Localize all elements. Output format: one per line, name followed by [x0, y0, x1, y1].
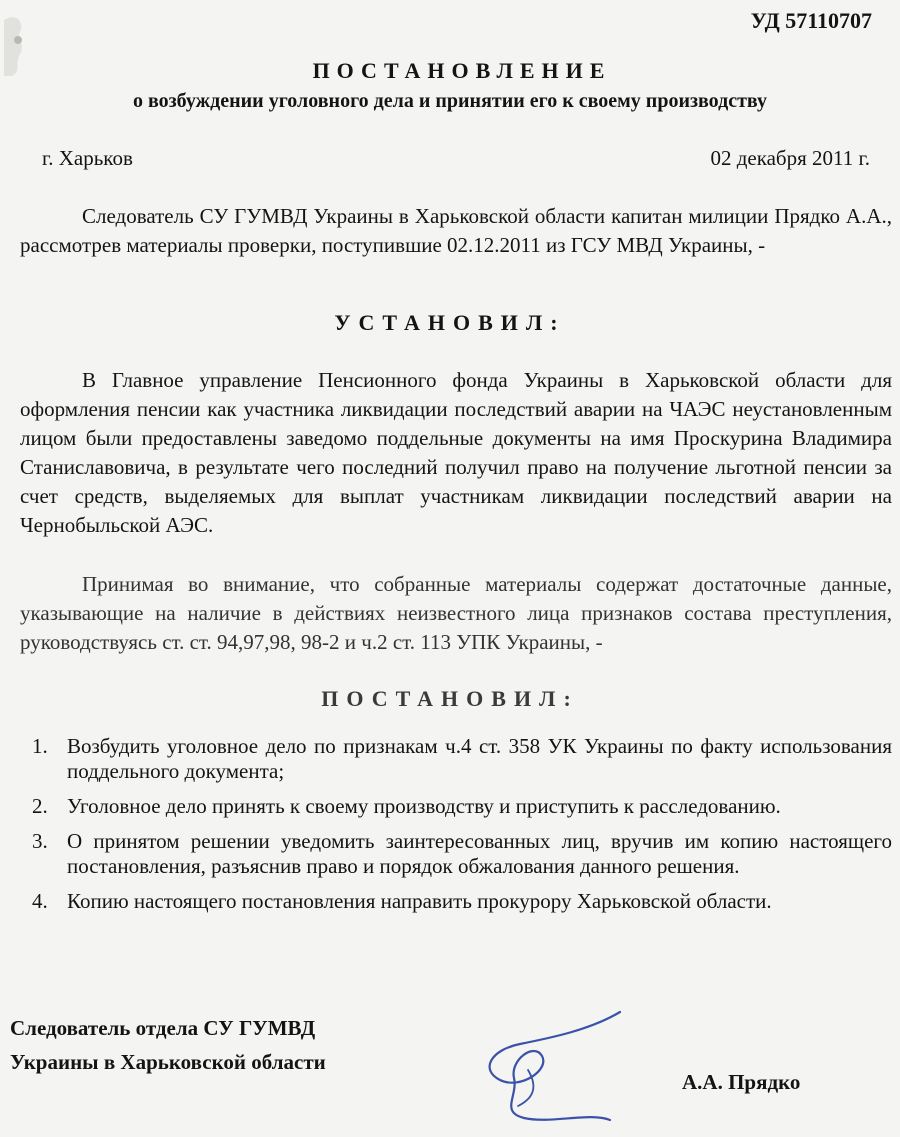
resolution-item — [32, 829, 892, 879]
document-city: г. Харьков — [42, 146, 133, 170]
resolution-number: 4. — [32, 889, 48, 913]
document-subtitle: о возбуждении уголовного дела и принятии его к своему производству — [132, 90, 768, 112]
resolution-item — [32, 734, 892, 784]
heading-established: УСТАНОВИЛ: — [334, 310, 566, 335]
resolution-list — [32, 734, 892, 924]
established-paragraph — [20, 366, 892, 540]
resolution-text: Копию настоящего постановления направить прокурору Харьковской области. — [67, 889, 772, 913]
resolution-text: Возбудить уголовное дело по признакам ч.4 ст. 358 УК Украины по факту использования поддельного документа; — [67, 734, 892, 783]
document-date: 02 декабря 2011 г. — [710, 146, 870, 170]
resolution-item — [32, 794, 892, 819]
resolution-number: 2. — [32, 794, 48, 818]
resolution-item — [32, 889, 892, 914]
signer-position-line2: Украины в Харьковской области — [10, 1050, 326, 1074]
considering-text: Принимая во внимание, что собранные материалы содержат достаточные данные, указывающие на наличие в действиях неизвестного лица признаков состава преступления, руководствуясь ст. ст. 94,97,98, 98-2 и ч.2 ст. 113 УПК Украины, - — [20, 572, 892, 654]
resolution-text: О принятом решении уведомить заинтересованных лиц, вручив им копию настоящего постановления, разъяснив право и порядок обжалования данного решения. — [67, 829, 892, 878]
handwritten-signature — [470, 1000, 640, 1130]
intro-paragraph — [20, 202, 892, 260]
signer-name: А.А. Прядко — [682, 1070, 801, 1094]
intro-text: Следователь СУ ГУМВД Украины в Харьковской области капитан милиции Прядко А.А., рассмотрев материалы проверки, поступившие 02.12.2011 из ГСУ МВД Украины, - — [20, 204, 892, 257]
resolution-text: Уголовное дело принять к своему производству и приступить к расследованию. — [67, 794, 781, 818]
resolution-number: 3. — [32, 829, 48, 853]
resolution-number: 1. — [32, 734, 48, 758]
considering-paragraph — [20, 570, 892, 657]
signer-position-line1: Следователь отдела СУ ГУМВД — [10, 1016, 316, 1040]
heading-resolved: ПОСТАНОВИЛ: — [321, 686, 579, 711]
document-title: ПОСТАНОВЛЕНИЕ — [312, 58, 612, 83]
case-number: УД 57110707 — [750, 8, 872, 33]
established-text: В Главное управление Пенсионного фонда Украины в Харьковской области для оформления пенсии как участника ликвидации последствий аварии на ЧАЭС неустановленным лицом были предоставлены заведомо поддельные документы на имя Проскурина Владимира Станиславовича, в результате чего последний получил право на получение льготной пенсии за счет средств, выделяемых для выплат участникам ликвидации последствий аварии на Чернобыльской АЭС. — [20, 368, 892, 537]
